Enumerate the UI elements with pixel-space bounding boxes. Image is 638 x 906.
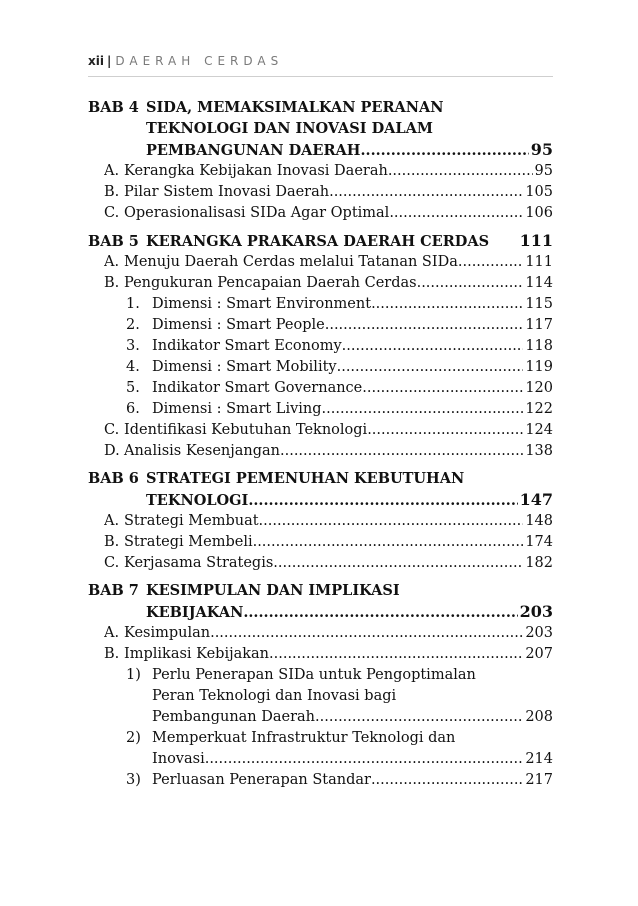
subentry-title: Indikator Smart Economy <box>152 338 342 354</box>
leader-dots <box>205 749 524 770</box>
toc-subentry <box>88 315 553 336</box>
toc-entry <box>88 532 553 553</box>
toc-entry <box>88 182 553 203</box>
entry-title: Implikasi Kebijakan <box>124 646 270 662</box>
entry-title: Strategi Membeli <box>124 534 253 550</box>
toc-entry <box>88 252 553 273</box>
subentry-title-line: Inovasi <box>152 751 205 767</box>
subentry-title-line: Peran Teknologi dan Inovasi bagi <box>152 688 397 704</box>
leader-dots <box>360 140 528 161</box>
entry-page: 182 <box>525 555 553 571</box>
toc-entry <box>88 553 553 574</box>
chapter-title-line: KESIMPULAN DAN IMPLIKASI <box>146 582 400 599</box>
leader-dots <box>389 203 523 224</box>
entry-title: Pengukuran Pencapaian Daerah Cerdas <box>124 275 417 291</box>
subentry-label: 1. <box>126 296 140 312</box>
entry-label: C. <box>104 205 120 221</box>
subentry-title: Dimensi : Smart Living <box>152 401 322 417</box>
chapter-title-line: STRATEGI PEMENUHAN KEBUTUHAN <box>146 470 465 487</box>
leader-dots <box>362 378 523 399</box>
subentry-page: 214 <box>525 751 553 767</box>
chapter-page: 95 <box>530 140 553 159</box>
entry-page: 148 <box>525 513 553 529</box>
leader-dots <box>388 161 533 182</box>
toc-entry <box>88 511 553 532</box>
entry-label: C. <box>104 422 120 438</box>
subentry-page: 115 <box>525 296 553 312</box>
entry-page: 207 <box>525 646 553 662</box>
toc-entry <box>88 420 553 441</box>
chapter-title-line: SIDA, MEMAKSIMALKAN PERANAN <box>146 99 444 116</box>
entry-label: B. <box>104 534 120 550</box>
chapter-label: BAB 5 <box>88 233 139 250</box>
leader-dots <box>367 420 523 441</box>
table-of-contents <box>88 97 553 791</box>
entry-title: Identifikasi Kebutuhan Teknologi <box>124 422 368 438</box>
chapter-title-line: TEKNOLOGI <box>146 492 249 509</box>
chapter-page: 203 <box>519 602 553 621</box>
subentry-page: 119 <box>525 359 553 375</box>
entry-page: 138 <box>525 443 553 459</box>
subentry-label: 4. <box>126 359 140 375</box>
entry-label: A. <box>104 513 120 529</box>
chapter-page: 111 <box>519 231 553 250</box>
leader-dots <box>458 252 523 273</box>
toc-entry <box>88 623 553 644</box>
toc-subentry <box>88 378 553 399</box>
toc-subentry <box>88 294 553 315</box>
subentry-title-line: Memperkuat Infrastruktur Teknologi dan <box>152 730 456 746</box>
chapter-title-line: KEBIJAKAN <box>146 604 244 621</box>
leader-dots <box>259 511 524 532</box>
entry-title: Kesimpulan <box>124 625 211 641</box>
toc-subentry <box>88 728 553 770</box>
entry-label: A. <box>104 163 120 179</box>
leader-dots <box>210 623 523 644</box>
toc-subentry <box>88 770 553 791</box>
leader-dots <box>269 644 523 665</box>
leader-dots <box>315 707 523 728</box>
chapter-page: 147 <box>519 490 553 509</box>
chapter-bab-4 <box>88 97 553 161</box>
toc-entry <box>88 441 553 462</box>
subentry-page: 208 <box>525 709 553 725</box>
toc-subentry <box>88 357 553 378</box>
toc-subentry <box>88 399 553 420</box>
entry-title: Pilar Sistem Inovasi Daerah <box>124 184 330 200</box>
leader-dots <box>253 532 524 553</box>
running-header <box>88 54 553 68</box>
chapter-label: BAB 4 <box>88 99 139 116</box>
header-separator: | <box>106 54 112 68</box>
chapter-label: BAB 7 <box>88 582 139 599</box>
leader-dots <box>248 490 517 511</box>
subentry-page: 217 <box>525 772 553 788</box>
chapter-title-line: PEMBANGUNAN DAERAH <box>146 142 361 159</box>
subentry-label: 2) <box>126 730 141 746</box>
subentry-title: Indikator Smart Governance <box>152 380 363 396</box>
entry-label: C. <box>104 555 120 571</box>
entry-page: 114 <box>525 275 553 291</box>
subentry-title: Dimensi : Smart People <box>152 317 325 333</box>
entry-title: Operasionalisasi SIDa Agar Optimal <box>124 205 390 221</box>
chapter-bab-5 <box>88 230 553 252</box>
chapter-title-line: TEKNOLOGI DAN INOVASI DALAM <box>146 120 433 137</box>
leader-dots <box>243 602 517 623</box>
entry-page: 95 <box>534 163 553 179</box>
entry-title: Analisis Kesenjangan <box>124 443 280 459</box>
entry-label: B. <box>104 646 120 662</box>
toc-subentry <box>88 665 553 728</box>
subentry-label: 3. <box>126 338 140 354</box>
entry-page: 203 <box>525 625 553 641</box>
subentry-title-line: Perluasan Penerapan Standar <box>152 772 371 788</box>
subentry-label: 2. <box>126 317 140 333</box>
subentry-page: 120 <box>525 380 553 396</box>
entry-label: A. <box>104 625 120 641</box>
subentry-page: 122 <box>525 401 553 417</box>
subentry-title-line: Perlu Penerapan SIDa untuk Pengoptimalan <box>152 667 476 683</box>
entry-title: Kerangka Kebijakan Inovasi Daerah <box>124 163 388 179</box>
toc-entry <box>88 644 553 665</box>
header-rule <box>88 76 553 77</box>
entry-page: 111 <box>525 254 553 270</box>
entry-page: 174 <box>525 534 553 550</box>
subentry-label: 3) <box>126 772 141 788</box>
chapter-bab-6 <box>88 468 553 511</box>
subentry-page: 117 <box>525 317 553 333</box>
toc-entry <box>88 273 553 294</box>
leader-dots <box>325 315 524 336</box>
entry-label: B. <box>104 184 120 200</box>
entry-title: Menuju Daerah Cerdas melalui Tatanan SIDa <box>124 254 458 270</box>
leader-dots <box>371 294 523 315</box>
entry-label: B. <box>104 275 120 291</box>
toc-entry <box>88 203 553 224</box>
entry-label: D. <box>104 443 120 459</box>
leader-dots <box>280 441 523 462</box>
leader-dots <box>329 182 523 203</box>
leader-dots <box>342 336 524 357</box>
header-page-number: xii <box>88 54 104 68</box>
entry-label: A. <box>104 254 120 270</box>
subentry-title: Dimensi : Smart Mobility <box>152 359 337 375</box>
chapter-title-line: KERANGKA PRAKARSA DAERAH CERDAS <box>146 233 490 250</box>
subentry-title: Dimensi : Smart Environment <box>152 296 372 312</box>
entry-page: 124 <box>525 422 553 438</box>
subentry-label: 6. <box>126 401 140 417</box>
chapter-bab-7 <box>88 580 553 623</box>
subentry-page: 118 <box>525 338 553 354</box>
leader-dots <box>273 553 523 574</box>
header-book-title: DAERAH CERDAS <box>115 54 284 68</box>
entry-page: 106 <box>525 205 553 221</box>
leader-dots <box>371 770 523 791</box>
subentry-label: 1) <box>126 667 141 683</box>
toc-entry <box>88 161 553 182</box>
entry-title: Strategi Membuat <box>124 513 259 529</box>
leader-dots <box>337 357 524 378</box>
entry-title: Kerjasama Strategis <box>124 555 274 571</box>
chapter-label: BAB 6 <box>88 470 139 487</box>
entry-page: 105 <box>525 184 553 200</box>
leader-dots <box>417 273 524 294</box>
toc-subentry <box>88 336 553 357</box>
subentry-label: 5. <box>126 380 140 396</box>
leader-dots <box>322 399 524 420</box>
subentry-title-line: Pembangunan Daerah <box>152 709 316 725</box>
